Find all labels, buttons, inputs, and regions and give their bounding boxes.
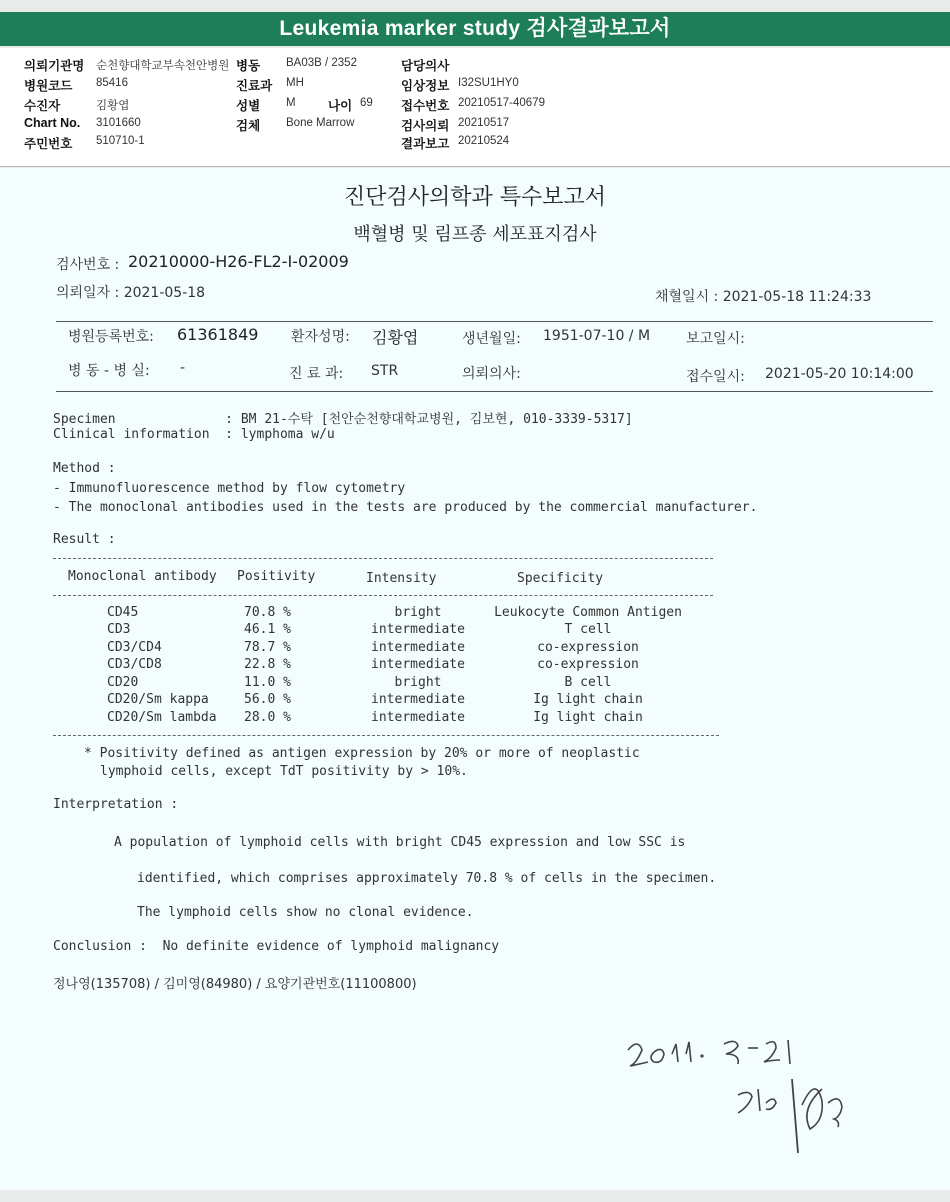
label-specimen-type: 검체: [236, 119, 261, 133]
table-cell-spec: T cell: [564, 622, 612, 637]
table-cell-int: bright: [394, 605, 442, 620]
table-cell-ab: CD3/CD4: [107, 640, 162, 655]
report-subtitle: 백혈병 및 림프종 세포표지검사: [353, 224, 597, 245]
value-receipt-no: 20210517-40679: [458, 97, 545, 109]
table-cell-ab: CD20: [107, 675, 139, 690]
table-rule-header: [53, 595, 713, 596]
value-request-date: 20210517: [458, 117, 510, 129]
table-cell-pos: 56.0 %: [244, 692, 291, 707]
clinical-info-line: Clinical information : lymphoma w/u: [53, 427, 335, 442]
value-ward: BA03B / 2352: [286, 57, 357, 69]
result-heading: Result :: [53, 532, 116, 547]
label-chart-no: Chart No.: [24, 116, 81, 130]
dob-label: 생년월일:: [462, 331, 521, 347]
table-cell-int: intermediate: [371, 622, 465, 637]
value-patient: 김황엽: [96, 100, 130, 112]
dob: 1951-07-10 / M: [543, 328, 651, 344]
table-cell-int: intermediate: [371, 710, 465, 725]
label-clinical-info: 임상정보: [401, 79, 450, 93]
value-resident-no: 510710-1: [96, 135, 145, 147]
method-line-1: - Immunofluorescence method by flow cytometry: [53, 481, 406, 496]
reg-no: 61361849: [177, 325, 259, 344]
value-department: MH: [286, 77, 304, 89]
divider-top: [56, 321, 933, 322]
value-specimen-type: Bone Marrow: [286, 117, 355, 129]
requesting-doctor-label: 의뢰의사:: [462, 366, 521, 382]
value-hospital-code: 85416: [96, 77, 128, 89]
table-cell-int: bright: [394, 675, 442, 690]
patient-name-label: 환자성명:: [291, 329, 350, 345]
table-cell-spec: Leukocyte Common Antigen: [494, 605, 682, 620]
table-cell-pos: 11.0 %: [244, 675, 291, 690]
table-cell-spec: co-expression: [537, 657, 639, 672]
col-header-intensity: Intensity: [366, 571, 437, 586]
receive-datetime: 2021-05-20 10:14:00: [765, 366, 914, 382]
value-age: 69: [360, 97, 373, 109]
col-header-antibody: Monoclonal antibody: [68, 569, 217, 584]
table-cell-int: intermediate: [371, 657, 465, 672]
ward-value: -: [180, 360, 186, 376]
table-cell-pos: 78.7 %: [244, 640, 291, 655]
label-department: 진료과: [236, 79, 273, 93]
interpretation-line-3: The lymphoid cells show no clonal evidence.: [137, 905, 474, 920]
method-line-2: - The monoclonal antibodies used in the tests are produced by the commercial manufacturer.: [53, 500, 758, 515]
label-doctor: 담당의사: [401, 59, 450, 73]
label-age: 나이: [328, 99, 353, 113]
conclusion: Conclusion : No definite evidence of lymphoid malignancy: [53, 939, 500, 954]
handwritten-signature: [730, 1075, 890, 1160]
table-rule-top: [53, 558, 713, 559]
page-bottom-margin: [0, 1190, 950, 1202]
footnote-line-1: * Positivity defined as antigen expression by 20% or more of neoplastic: [84, 746, 640, 761]
col-header-specificity: Specificity: [517, 571, 604, 586]
label-request-date: 검사의뢰: [401, 119, 450, 133]
test-no-label: 검사번호 :: [56, 257, 120, 273]
divider-bottom: [56, 391, 933, 392]
dept-value: STR: [371, 363, 399, 379]
table-cell-int: intermediate: [371, 692, 465, 707]
collection-datetime: 채혈일시 : 2021-05-18 11:24:33: [655, 289, 872, 305]
label-sex: 성별: [236, 99, 261, 113]
reg-no-label: 병원등록번호:: [68, 329, 154, 345]
report-banner: Leukemia marker study 검사결과보고서: [0, 12, 950, 46]
interpretation-line-1: A population of lymphoid cells with bright CD45 expression and low SSC is: [114, 835, 686, 850]
label-patient: 수진자: [24, 99, 61, 113]
dept-label: 진 료 과:: [289, 366, 344, 382]
report-title: 진단검사의학과 특수보고서: [343, 185, 607, 210]
ward-label: 병 동 - 병 실:: [68, 363, 150, 379]
footnote-line-2: lymphoid cells, except TdT positivity by > 10%.: [100, 764, 468, 779]
label-ward: 병동: [236, 59, 261, 73]
method-heading: Method :: [53, 461, 116, 476]
interpretation-line-2: identified, which comprises approximately 70.8 % of cells in the specimen.: [137, 871, 717, 886]
table-cell-pos: 46.1 %: [244, 622, 291, 637]
value-institution: 순천향대학교부속천안병원: [96, 60, 230, 72]
table-cell-ab: CD20/Sm kappa: [107, 692, 209, 707]
label-resident-no: 주민번호: [24, 137, 73, 151]
table-cell-pos: 22.8 %: [244, 657, 291, 672]
table-cell-ab: CD3/CD8: [107, 657, 162, 672]
table-cell-ab: CD3: [107, 622, 131, 637]
label-receipt-no: 접수번호: [401, 99, 450, 113]
label-result-report: 결과보고: [401, 137, 450, 151]
interpretation-heading: Interpretation :: [53, 797, 179, 812]
value-clinical-info: I32SU1HY0: [458, 77, 519, 89]
patient-name: 김황엽: [372, 328, 419, 347]
table-rule-bottom: [53, 735, 719, 736]
value-result-report: 20210524: [458, 135, 510, 147]
request-date: 의뢰일자 : 2021-05-18: [56, 285, 206, 301]
request-header: [0, 48, 950, 167]
table-cell-spec: Ig light chain: [533, 710, 643, 725]
table-cell-ab: CD45: [107, 605, 139, 620]
table-cell-spec: Ig light chain: [533, 692, 643, 707]
table-cell-int: intermediate: [371, 640, 465, 655]
col-header-positivity: Positivity: [237, 569, 316, 584]
label-hospital-code: 병원코드: [24, 79, 73, 93]
table-cell-spec: B cell: [564, 675, 612, 690]
label-institution: 의뢰기관명: [24, 59, 85, 73]
value-chart-no: 3101660: [96, 117, 141, 129]
value-sex: M: [286, 97, 296, 109]
handwritten-date: [620, 1030, 820, 1070]
table-cell-pos: 70.8 %: [244, 605, 291, 620]
receive-datetime-label: 접수일시:: [686, 369, 745, 385]
test-no: 20210000-H26-FL2-I-02009: [128, 252, 349, 271]
specimen-line: Specimen : BM 21-수탁 [천안순천향대학교병원, 김보현, 010-3339-5317]: [53, 412, 633, 427]
signers: 정나영(135708) / 김미영(84980) / 요양기관번호(11100800): [53, 977, 417, 992]
report-datetime-label: 보고일시:: [686, 331, 745, 347]
table-cell-pos: 28.0 %: [244, 710, 291, 725]
table-cell-spec: co-expression: [537, 640, 639, 655]
table-cell-ab: CD20/Sm lambda: [107, 710, 217, 725]
